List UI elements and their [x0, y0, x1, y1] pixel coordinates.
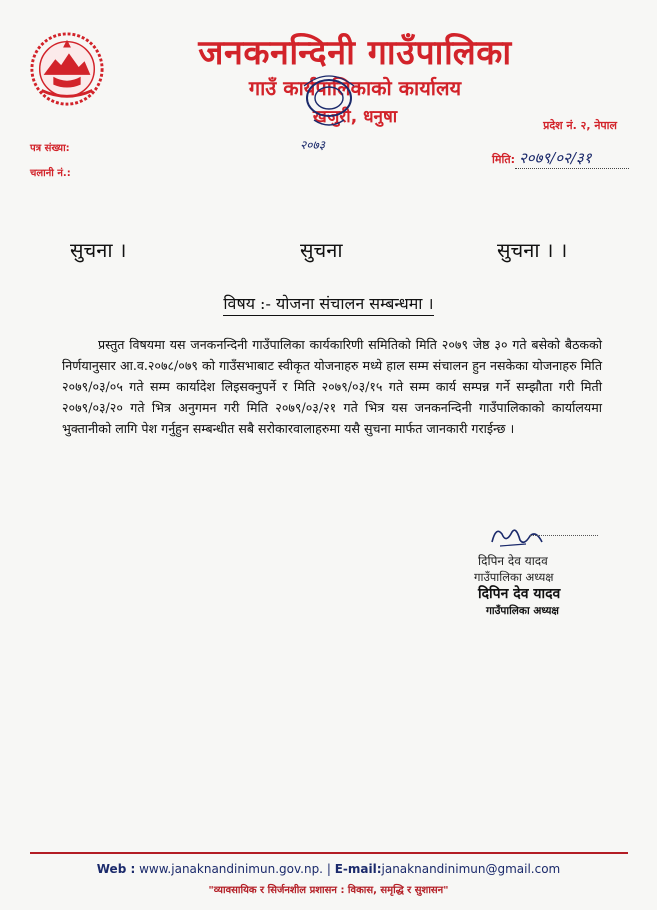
municipality-title: जनकनन्दिनी गाउँपालिका: [198, 33, 512, 73]
footer-separator: |: [326, 862, 331, 876]
date-field: [492, 148, 629, 169]
office-place: खजुरी, धनुषा: [312, 107, 398, 127]
email-label: E-mail:: [334, 862, 382, 876]
signatory-title: गाउँपालिका अध्यक्ष: [486, 605, 559, 617]
footer-contact: [0, 862, 657, 876]
notice-body: प्रस्तुत विषयमा यस जनकनन्दिनी गाउँपालिका कार्यकारिणी समितिको मिति २०७९ जेष्ठ ३० गते बसेको बैठकको निर्णयानुसार आ.व.२०७८/०७९ को गाउँसभाबाट स्वीकृत योजनाहरु मध्ये हाल सम्म संचालन हुन नसकेका योजनाहरु मिति २०७९/०३/०५ गते सम्म कार्यादेश लिइसक्नुपर्ने र मिति २०७९/०३/१५ गते सम्म कार्य सम्पन्न गर्ने सम्झौता गरी मिती २०७९/०३/२० गते भित्र अनुगमन गरी मिति २०७९/०३/२१ गते भित्र यस जनकनन्दिनी गाउँपालिकाको कार्यालयमा भुक्तानीको लागि पेश गर्नुहुन सम्बन्धीत सबै सरोकारवालाहरुमा यसै सुचना मार्फत जानकारी गराईन्छ ।: [62, 337, 602, 436]
email-link[interactable]: janaknandinimun@gmail.com: [381, 862, 561, 876]
web-link[interactable]: www.janaknandinimun.gov.np.: [139, 862, 323, 876]
signatory-name: दिपिन देव यादव: [478, 586, 561, 602]
signatory-name-handwritten: दिपिन देव यादव: [478, 554, 548, 568]
province-label: प्रदेश नं. २, नेपाल: [543, 119, 617, 132]
notice-heading-right: सुचना । ।: [497, 238, 568, 262]
subject-line: [0, 292, 657, 314]
stamp-year: २०७३: [300, 138, 325, 152]
web-label: Web :: [96, 862, 136, 876]
notice-heading-left: सुचना ।: [70, 238, 127, 262]
subject-text: विषय :- योजना संचालन सम्बन्धमा ।: [223, 294, 433, 316]
signature-line: [530, 535, 598, 536]
dispatch-number-label: चलानी नं.:: [30, 168, 71, 179]
nepal-emblem-icon: [28, 30, 106, 108]
signature-icon: [486, 522, 556, 552]
date-label: मिति:: [492, 153, 515, 166]
office-title: गाउँ कार्यपालिकाको कार्यालय: [248, 76, 462, 100]
date-value: २०७९/०२/३१: [515, 148, 629, 169]
notice-heading-center: सुचना: [300, 238, 343, 262]
office-stamp-icon: [274, 66, 384, 156]
signatory-title-handwritten: गाउँपालिका अध्यक्ष: [474, 570, 554, 584]
letter-number-label: पत्र संख्या:: [30, 143, 70, 154]
footer-divider: [30, 852, 628, 854]
footer-slogan: "व्यावसायिक र सिर्जनशील प्रशासन : विकास, समृद्धि र सुशासन": [208, 885, 449, 896]
